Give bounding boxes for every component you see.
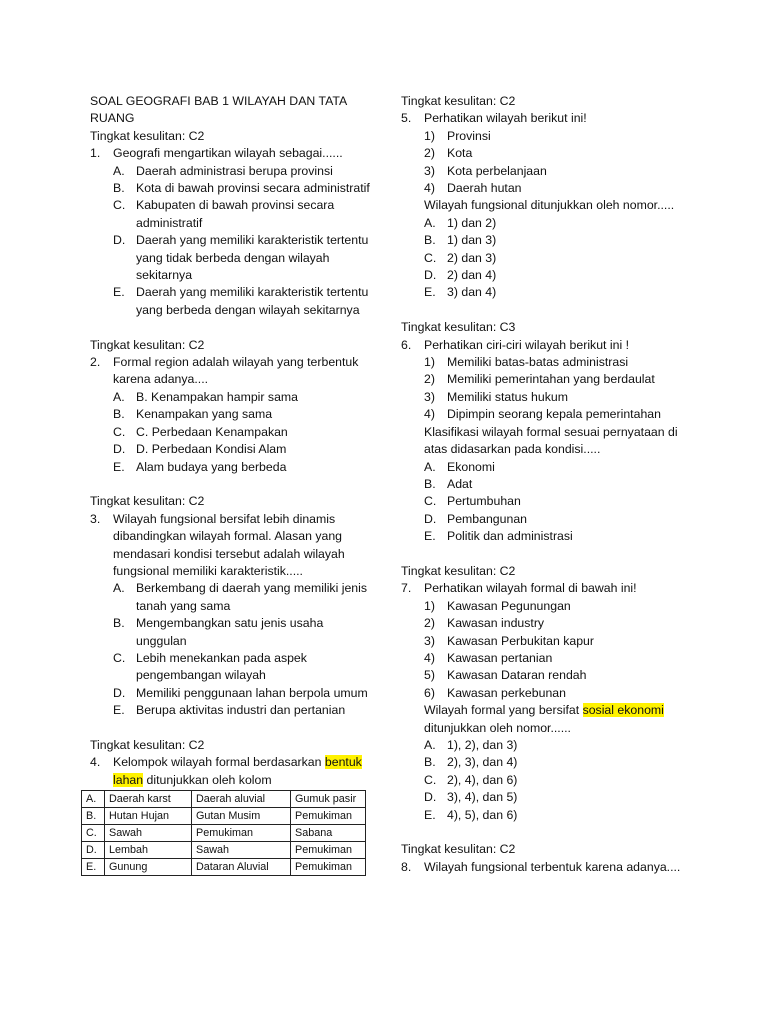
list-item (401, 128, 691, 145)
question-text: Wilayah fungsional terbentuk karena adanya.... (424, 859, 681, 874)
item-label: 3) (424, 389, 435, 404)
list-item (401, 650, 691, 667)
option-label: A. (113, 163, 125, 178)
option-label: B. (113, 181, 125, 196)
option-text: Ekonomi (447, 459, 495, 474)
option-text: 2) dan 3) (447, 250, 497, 265)
item-text: Kawasan industry (447, 616, 545, 631)
item-label: 6) (424, 685, 435, 700)
option-label: E. (113, 703, 125, 718)
table-cell: Pemukiman (291, 808, 366, 825)
option-text: D. Perbedaan Kondisi Alam (136, 442, 287, 457)
question-3 (90, 493, 370, 719)
table-row (82, 791, 366, 808)
option-text: Kota di bawah provinsi secara administratif (136, 181, 370, 196)
table-cell: Daerah aluvial (192, 791, 291, 808)
option-c (401, 772, 691, 789)
item-label: 4) (424, 407, 435, 422)
option-text: Berupa aktivitas industri dan pertanian (136, 703, 346, 718)
item-text: Kota perbelanjaan (447, 163, 547, 178)
item-label: 4) (424, 181, 435, 196)
option-text: 2) dan 4) (447, 268, 497, 283)
option-text: Daerah yang memiliki karakteristik tertentu yang tidak berbeda dengan wilayah sekitarnya (136, 233, 369, 283)
option-text: Kabupaten di bawah provinsi secara administratif (136, 198, 335, 230)
option-text: Daerah administrasi berupa provinsi (136, 163, 333, 178)
option-text: Pertumbuhan (447, 494, 521, 509)
option-text: 3), 4), dan 5) (447, 790, 518, 805)
item-label: 4) (424, 650, 435, 665)
option-label: B. (424, 233, 436, 248)
statement-text-before: Wilayah formal yang bersifat (424, 703, 583, 718)
question-text-before: Kelompok wilayah formal berdasarkan (113, 755, 325, 770)
list-item (401, 615, 691, 632)
question-stem (90, 511, 370, 581)
table-cell: E. (82, 859, 105, 876)
list-item (401, 685, 691, 702)
option-c (90, 650, 370, 685)
option-text: Kenampakan yang sama (136, 407, 273, 422)
item-text: Memiliki batas-batas administrasi (447, 355, 629, 370)
list-item (401, 633, 691, 650)
table-cell: A. (82, 791, 105, 808)
option-d (90, 232, 370, 284)
question-stem (90, 145, 370, 162)
option-a (401, 459, 691, 476)
question-stem (401, 859, 691, 876)
table-cell: Dataran Aluvial (192, 859, 291, 876)
option-label: C. (424, 250, 437, 265)
table-cell: Gumuk pasir (291, 791, 366, 808)
option-label: D. (113, 442, 126, 457)
option-label: C. (113, 424, 126, 439)
option-text: Berkembang di daerah yang memiliki jenis tanah yang sama (136, 581, 368, 613)
item-text: Dipimpin seorang kepala pemerintahan (447, 407, 661, 422)
table-cell: C. (82, 825, 105, 842)
option-label: C. (113, 198, 126, 213)
item-text: Daerah hutan (447, 181, 522, 196)
option-b (90, 180, 370, 197)
option-c (401, 493, 691, 510)
table-cell: Daerah karst (105, 791, 192, 808)
table-cell: Sawah (192, 842, 291, 859)
answer-table (81, 790, 366, 876)
item-text: Kawasan Dataran rendah (447, 668, 587, 683)
difficulty-level: Tingkat kesulitan: C2 (401, 94, 516, 108)
table-cell: Hutan Hujan (105, 808, 192, 825)
item-label: 3) (424, 163, 435, 178)
highlighted-text: sosial ekonomi (582, 703, 664, 718)
question-number: 4. (90, 755, 101, 770)
option-b (401, 476, 691, 493)
option-text: Memiliki penggunaan lahan berpola umum (136, 685, 368, 700)
question-text: Perhatikan wilayah formal di bawah ini! (424, 581, 637, 596)
item-label: 1) (424, 598, 435, 613)
item-text: Kawasan Perbukitan kapur (447, 633, 594, 648)
option-text: Adat (447, 476, 473, 491)
list-item (401, 354, 691, 371)
option-c (90, 197, 370, 232)
question-number: 5. (401, 111, 412, 126)
option-text: Daerah yang memiliki karakteristik tertentu yang berbeda dengan wilayah sekitarnya (136, 285, 369, 317)
item-label: 1) (424, 355, 435, 370)
difficulty-level: Tingkat kesulitan: C2 (90, 128, 205, 143)
option-label: A. (113, 581, 125, 596)
item-text: Kawasan pertanian (447, 650, 553, 665)
option-text: Alam budaya yang berbeda (136, 459, 287, 474)
option-label: B. (424, 755, 436, 770)
question-statement: Wilayah fungsional ditunjukkan oleh nomor..... (424, 198, 675, 213)
table-cell: Pemukiman (291, 859, 366, 876)
difficulty-level: Tingkat kesulitan: C2 (401, 842, 516, 857)
list-item (401, 667, 691, 684)
option-b (401, 232, 691, 249)
table-cell: D. (82, 842, 105, 859)
left-column (86, 93, 370, 876)
question-8 (401, 841, 691, 876)
question-1 (90, 128, 370, 319)
option-e (401, 528, 691, 545)
difficulty-level: Tingkat kesulitan: C2 (90, 337, 205, 352)
option-text: 2), 4), dan 6) (447, 772, 518, 787)
table-cell: Pemukiman (291, 842, 366, 859)
question-text (113, 754, 370, 789)
option-text: C. Perbedaan Kenampakan (136, 424, 288, 439)
table-cell: Gutan Musim (192, 808, 291, 825)
question-stem (90, 354, 370, 389)
question-stem (90, 754, 370, 789)
table-cell: Lembah (105, 842, 192, 859)
option-text: Lebih menekankan pada aspek pengembangan wilayah (136, 650, 307, 683)
option-label: D. (424, 511, 437, 526)
table-row (82, 808, 366, 825)
table-row (82, 825, 366, 842)
question-text: Formal region adalah wilayah yang terbentuk karena adanya.... (113, 355, 359, 387)
question-text: Wilayah fungsional bersifat lebih dinamis dibandingkan wilayah formal. Alasan yang mendasari kondisi tersebut adalah wilayah fungsional memiliki karakteristik..... (113, 511, 345, 578)
table-cell: Gunung (105, 859, 192, 876)
list-item (401, 145, 691, 162)
option-a (401, 215, 691, 232)
question-text: Geografi mengartikan wilayah sebagai...... (113, 146, 343, 161)
table-row (82, 859, 366, 876)
list-item (401, 371, 691, 388)
question-stem (401, 337, 691, 354)
table-cell: Pemukiman (192, 825, 291, 842)
option-label: C. (424, 772, 437, 787)
item-text: Memiliki status hukum (447, 389, 568, 404)
option-text: 2), 3), dan 4) (447, 755, 518, 770)
question-stem (401, 110, 691, 127)
question-7 (401, 563, 691, 824)
table-cell: Sabana (291, 825, 366, 842)
item-label: 5) (424, 668, 435, 683)
option-a (90, 389, 370, 406)
item-label: 2) (424, 616, 435, 631)
table-cell: Sawah (105, 825, 192, 842)
item-text: Kawasan perkebunan (447, 685, 566, 700)
option-text: Politik dan administrasi (447, 529, 573, 544)
option-text: 1), 2), dan 3) (447, 738, 518, 752)
question-stem (401, 580, 691, 597)
right-column (401, 93, 691, 876)
statement-text-after: ditunjukkan oleh nomor...... (424, 720, 571, 735)
option-d (90, 685, 370, 702)
option-e (401, 807, 691, 824)
option-b (401, 754, 691, 771)
question-number: 6. (401, 337, 412, 352)
option-e (90, 702, 370, 719)
option-c (401, 250, 691, 267)
option-label: D. (113, 233, 126, 248)
option-a (401, 737, 691, 754)
highlighted-text: bentuk lahan (113, 755, 362, 787)
question-number: 8. (401, 859, 412, 874)
option-text: 1) dan 3) (447, 233, 497, 248)
option-text: 3) dan 4) (447, 285, 497, 300)
option-label: A. (424, 215, 436, 230)
option-label: A. (424, 459, 436, 474)
option-label: E. (424, 529, 436, 544)
question-statement: Klasifikasi wilayah formal sesuai pernyataan di atas didasarkan pada kondisi..... (424, 424, 678, 457)
option-label: E. (424, 807, 436, 822)
item-text: Kota (447, 146, 473, 161)
option-e (90, 459, 370, 476)
question-number: 3. (90, 511, 101, 526)
list-item (401, 163, 691, 180)
option-d (90, 441, 370, 458)
question-4 (86, 737, 370, 876)
option-d (401, 789, 691, 806)
table-row (82, 842, 366, 859)
option-e (90, 284, 370, 319)
item-text: Kawasan Pegunungan (447, 598, 571, 613)
difficulty-level: Tingkat kesulitan: C2 (90, 494, 205, 509)
option-label: E. (113, 285, 125, 300)
item-label: 3) (424, 633, 435, 648)
item-text: Provinsi (447, 128, 491, 143)
option-label: B. (424, 476, 436, 491)
list-item (401, 598, 691, 615)
option-label: B. (113, 407, 125, 422)
option-label: E. (113, 459, 125, 474)
option-label: B. (113, 616, 125, 631)
option-d (401, 267, 691, 284)
question-6 (401, 319, 691, 545)
table-cell: B. (82, 808, 105, 825)
list-item (401, 406, 691, 423)
option-label: D. (424, 268, 437, 283)
option-label: C. (424, 494, 437, 509)
difficulty-level: Tingkat kesulitan: C3 (401, 320, 516, 335)
list-item (401, 389, 691, 406)
option-label: A. (424, 738, 436, 752)
question-5 (401, 93, 691, 302)
option-text: 1) dan 2) (447, 215, 497, 230)
option-label: A. (113, 389, 125, 404)
item-label: 1) (424, 128, 435, 143)
question-text: Perhatikan wilayah berikut ini! (424, 111, 587, 126)
option-b (90, 615, 370, 650)
document-title: SOAL GEOGRAFI BAB 1 WILAYAH DAN TATA RUANG (90, 94, 347, 126)
option-text: 4), 5), dan 6) (447, 807, 518, 822)
option-d (401, 511, 691, 528)
difficulty-level: Tingkat kesulitan: C2 (401, 563, 516, 578)
option-b (90, 406, 370, 423)
option-text: B. Kenampakan hampir sama (136, 389, 298, 404)
option-label: D. (424, 790, 437, 805)
list-item (401, 180, 691, 197)
option-a (90, 580, 370, 615)
option-c (90, 424, 370, 441)
difficulty-level: Tingkat kesulitan: C2 (90, 737, 205, 752)
item-text: Memiliki pemerintahan yang berdaulat (447, 372, 655, 387)
option-label: D. (113, 685, 126, 700)
option-text: Mengembangkan satu jenis usaha unggulan (136, 616, 324, 648)
item-label: 2) (424, 146, 435, 161)
question-2 (90, 337, 370, 476)
question-number: 1. (90, 146, 101, 161)
question-text: Perhatikan ciri-ciri wilayah berikut ini ! (424, 337, 630, 352)
option-a (90, 163, 370, 180)
option-text: Pembangunan (447, 511, 527, 526)
question-number: 2. (90, 355, 101, 370)
question-number: 7. (401, 581, 412, 596)
option-label: C. (113, 650, 126, 665)
option-e (401, 284, 691, 301)
question-statement (401, 702, 691, 737)
option-label: E. (424, 285, 436, 300)
item-label: 2) (424, 372, 435, 387)
question-text-after: ditunjukkan oleh kolom (143, 772, 272, 787)
